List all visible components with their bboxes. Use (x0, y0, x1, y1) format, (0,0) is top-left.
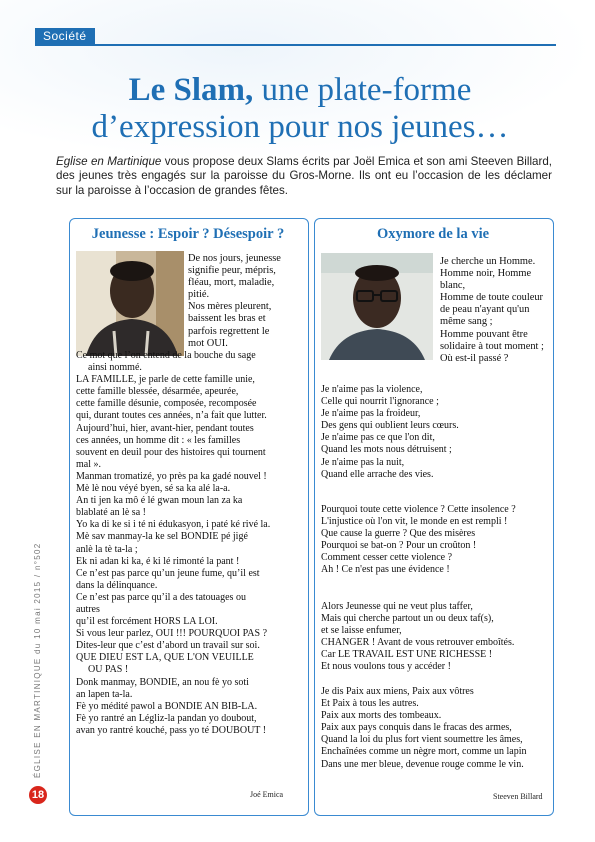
poem-line: Dites-leur que c’est d’abord un travail sur soi. (76, 640, 260, 652)
poem-line: an lapen ta-la. (76, 688, 133, 700)
poem-line: solidaire à tout moment ; (440, 340, 544, 352)
poem-line: Celle qui nourrit l'ignorance ; (321, 396, 439, 408)
poem-line: Nos mères pleurent, (188, 301, 272, 313)
poem-line: cette famille désunie, composée, recomposée (76, 398, 257, 410)
poem-line: blanc, (440, 280, 466, 292)
poem-line: Je n'aime pas la nuit, (321, 456, 405, 468)
intro-paragraph (56, 155, 552, 198)
poem-line: QUE DIEU EST LA, QUE L'ON VEUILLE (76, 652, 254, 664)
poem-line: Je n'aime pas la violence, (321, 384, 423, 395)
poem-line: Ce mot que l’on entend de la bouche du sage (76, 350, 256, 361)
poem-line: Je n'aime pas la froideur, (321, 408, 421, 420)
poem-line: Quand elle arrache des vies. (321, 468, 434, 480)
title-bold: Le Slam, (128, 72, 254, 108)
poem-line: fléau, mort, maladie, (188, 277, 275, 289)
poem-line: pitié. (188, 289, 210, 301)
poem-line: avan yo rantré kouché, pass yo té DOUBOUT ! (76, 724, 267, 736)
poem-line: Et Paix à tous les autres. (321, 698, 419, 710)
poem-line: Car LE TRAVAIL EST UNE RICHESSE ! (321, 649, 493, 661)
poem-line: Fè yo rantré an Légliz-la pandan yo doubout, (76, 712, 257, 724)
poem-line: Manman tromatizé, yo près pa ka gadé nouvel ! (76, 470, 267, 482)
poem-line: Alors Jeunesse qui ne veut plus taffer, (321, 601, 473, 612)
poem-line: qui, durant toutes ces années, n’a fait que lutter. (76, 410, 267, 422)
poem-line: souvent en deuil pour des histoires qui tournent (76, 446, 266, 458)
section-rule (35, 44, 556, 46)
photo-steeven-billard (321, 253, 433, 360)
photo-joel-emica (76, 251, 184, 356)
left-poem-title: Jeunesse : Espoir ? Désespoir ? (91, 226, 285, 242)
poem-line: Mais qui cherche partout un ou deux taf(s), (321, 613, 494, 625)
poem-line: Où est-il passé ? (440, 352, 509, 364)
intro-publication: Eglise en Martinique (56, 155, 162, 168)
poem-line: Pourquoi toute cette violence ? Cette insolence ? (321, 504, 516, 515)
title-part2: une plate-forme (253, 72, 472, 108)
poem-line: Mè sav manmay-la ke sel BONDIE pé jigé (76, 531, 248, 543)
poem-line: LA FAMILLE, je parle de cette famille unie, (76, 374, 255, 386)
right-stanza-3 (321, 601, 549, 674)
poem-line: OU PAS ! (88, 664, 129, 676)
poem-line: Fè yo médité pawol a BONDIE AN BIB-LA. (76, 700, 258, 712)
poem-line: mal ». (76, 458, 101, 470)
intro-text: vous propose deux Slams écrits par Joël Emica et son ami Steeven Billard, des jeunes très engagés sur la paroisse du Gros-Morne. Ils ont eu l’occasion de les déclamer sur la paroisse à l’occasion de grandes fêtes. (56, 155, 553, 197)
poem-line: signifie peur, mépris, (188, 265, 276, 277)
poem-line: parfois regrettent le (188, 325, 270, 337)
poem-line: dans la délinquance. (76, 579, 158, 591)
poem-line: Dans une mer bleue, devenue rouge comme le vin. (321, 758, 524, 770)
poem-line: de peau n'ayant qu'un (440, 304, 530, 316)
poem-line: blablaté an lè sa ! (76, 507, 146, 519)
poem-line: autres (76, 603, 100, 615)
poem-line: Je dis Paix aux miens, Paix aux vôtres (321, 686, 474, 697)
poem-line: cette famille blessée, désarmée, apeurée, (76, 386, 239, 398)
poem-line: Et nous voulons tous y accéder ! (321, 661, 451, 673)
right-stanza-2 (321, 504, 549, 577)
poem-line: baissent les bras et (188, 313, 266, 325)
poem-line: Mè lè nou véyé byen, sé sa ka alé la-a. (76, 483, 231, 495)
vertical-running-text: ÉGLISE EN MARTINIQUE du 10 mai 2015 / n°502 (33, 542, 42, 778)
poem-line: et se laisse enfumer, (321, 625, 402, 637)
article-title (40, 72, 560, 146)
poem-line: Paix aux pays conquis dans le fracas des armes, (321, 722, 512, 734)
poem-line: Quand les mots nous détruisent ; (321, 444, 452, 456)
poem-line: Pourquoi se bat-on ? Pour un croûton ! (321, 540, 477, 552)
poem-line: Paix aux morts des tombeaux. (321, 710, 442, 722)
left-beside-photo-text (188, 253, 290, 350)
poem-line: An ti jen ka mô é lé gwan moun lan za ka (76, 495, 243, 507)
poem-line: Si vous leur parlez, OUI !!! POURQUOI PAS ? (76, 628, 268, 640)
poem-line: CHANGER ! Avant de vous retrouver emboîtés. (321, 637, 515, 649)
poem-line: L'injustice où l'on vit, le monde en est rempli ! (321, 516, 508, 528)
poem-line: Homme noir, Homme (440, 268, 532, 280)
poem-line: Yo ka di ke si i té ni édukasyon, i paté ké rivé la. (76, 519, 271, 531)
poem-line: De nos jours, jeunesse (188, 253, 281, 264)
section-label: Société (35, 28, 95, 45)
page-number-badge: 18 (29, 786, 47, 804)
poem-line: Donk manmay, BONDIE, an nou fè yo soti (76, 676, 249, 688)
poem-line: Comment cesser cette violence ? (321, 552, 453, 564)
left-poem-body (76, 350, 291, 737)
poem-line: Homme de toute couleur (440, 292, 544, 304)
right-poem-title: Oxymore de la vie (376, 226, 490, 242)
right-beside-photo-text (440, 256, 553, 365)
poem-line: Homme pouvant être (440, 328, 528, 340)
poem-line: Ce n’est pas parce qu’il a des tatouages ou (76, 591, 246, 603)
poem-line: ces années, un homme dit : « les familles (76, 434, 241, 446)
right-stanza-1 (321, 384, 549, 481)
poem-line: Ah ! Ce n'est pas une évidence ! (321, 564, 450, 576)
right-stanza-4 (321, 686, 549, 771)
poem-line: Je n'aime pas ce que l'on dit, (321, 432, 435, 444)
poem-line: Enchaînées comme un nègre mort, comme un lapin (321, 746, 527, 758)
poem-line: Des gens qui oublient leurs cœurs. (321, 420, 459, 432)
poem-line: même sang ; (440, 316, 493, 328)
poem-line: mot OUI. (188, 337, 228, 349)
poem-line: ainsi nommé. (88, 362, 142, 374)
poem-line: qu’il est forcément HORS LA LOI. (76, 616, 218, 628)
right-signature: Steeven Billard (493, 792, 543, 801)
poem-line: anlè la tè ta-la ; (76, 543, 138, 555)
poem-line: Ce n’est pas parce qu’un jeune fume, qu’il est (76, 567, 260, 579)
poem-line: Je cherche un Homme. (440, 256, 536, 267)
poem-line: Quand la loi du plus fort vient soumettre les âmes, (321, 734, 523, 746)
poem-line: Que cause la guerre ? Que des misères (321, 528, 476, 540)
poem-line: Ek ni adan ki ka, é ki lé rimonté la pant ! (76, 555, 240, 567)
poem-line: Aujourd’hui, hier, avant-hier, pendant toutes (76, 422, 254, 434)
left-signature: Joé Emica (250, 790, 284, 799)
title-line2: d’expression pour nos jeunes… (91, 109, 509, 145)
